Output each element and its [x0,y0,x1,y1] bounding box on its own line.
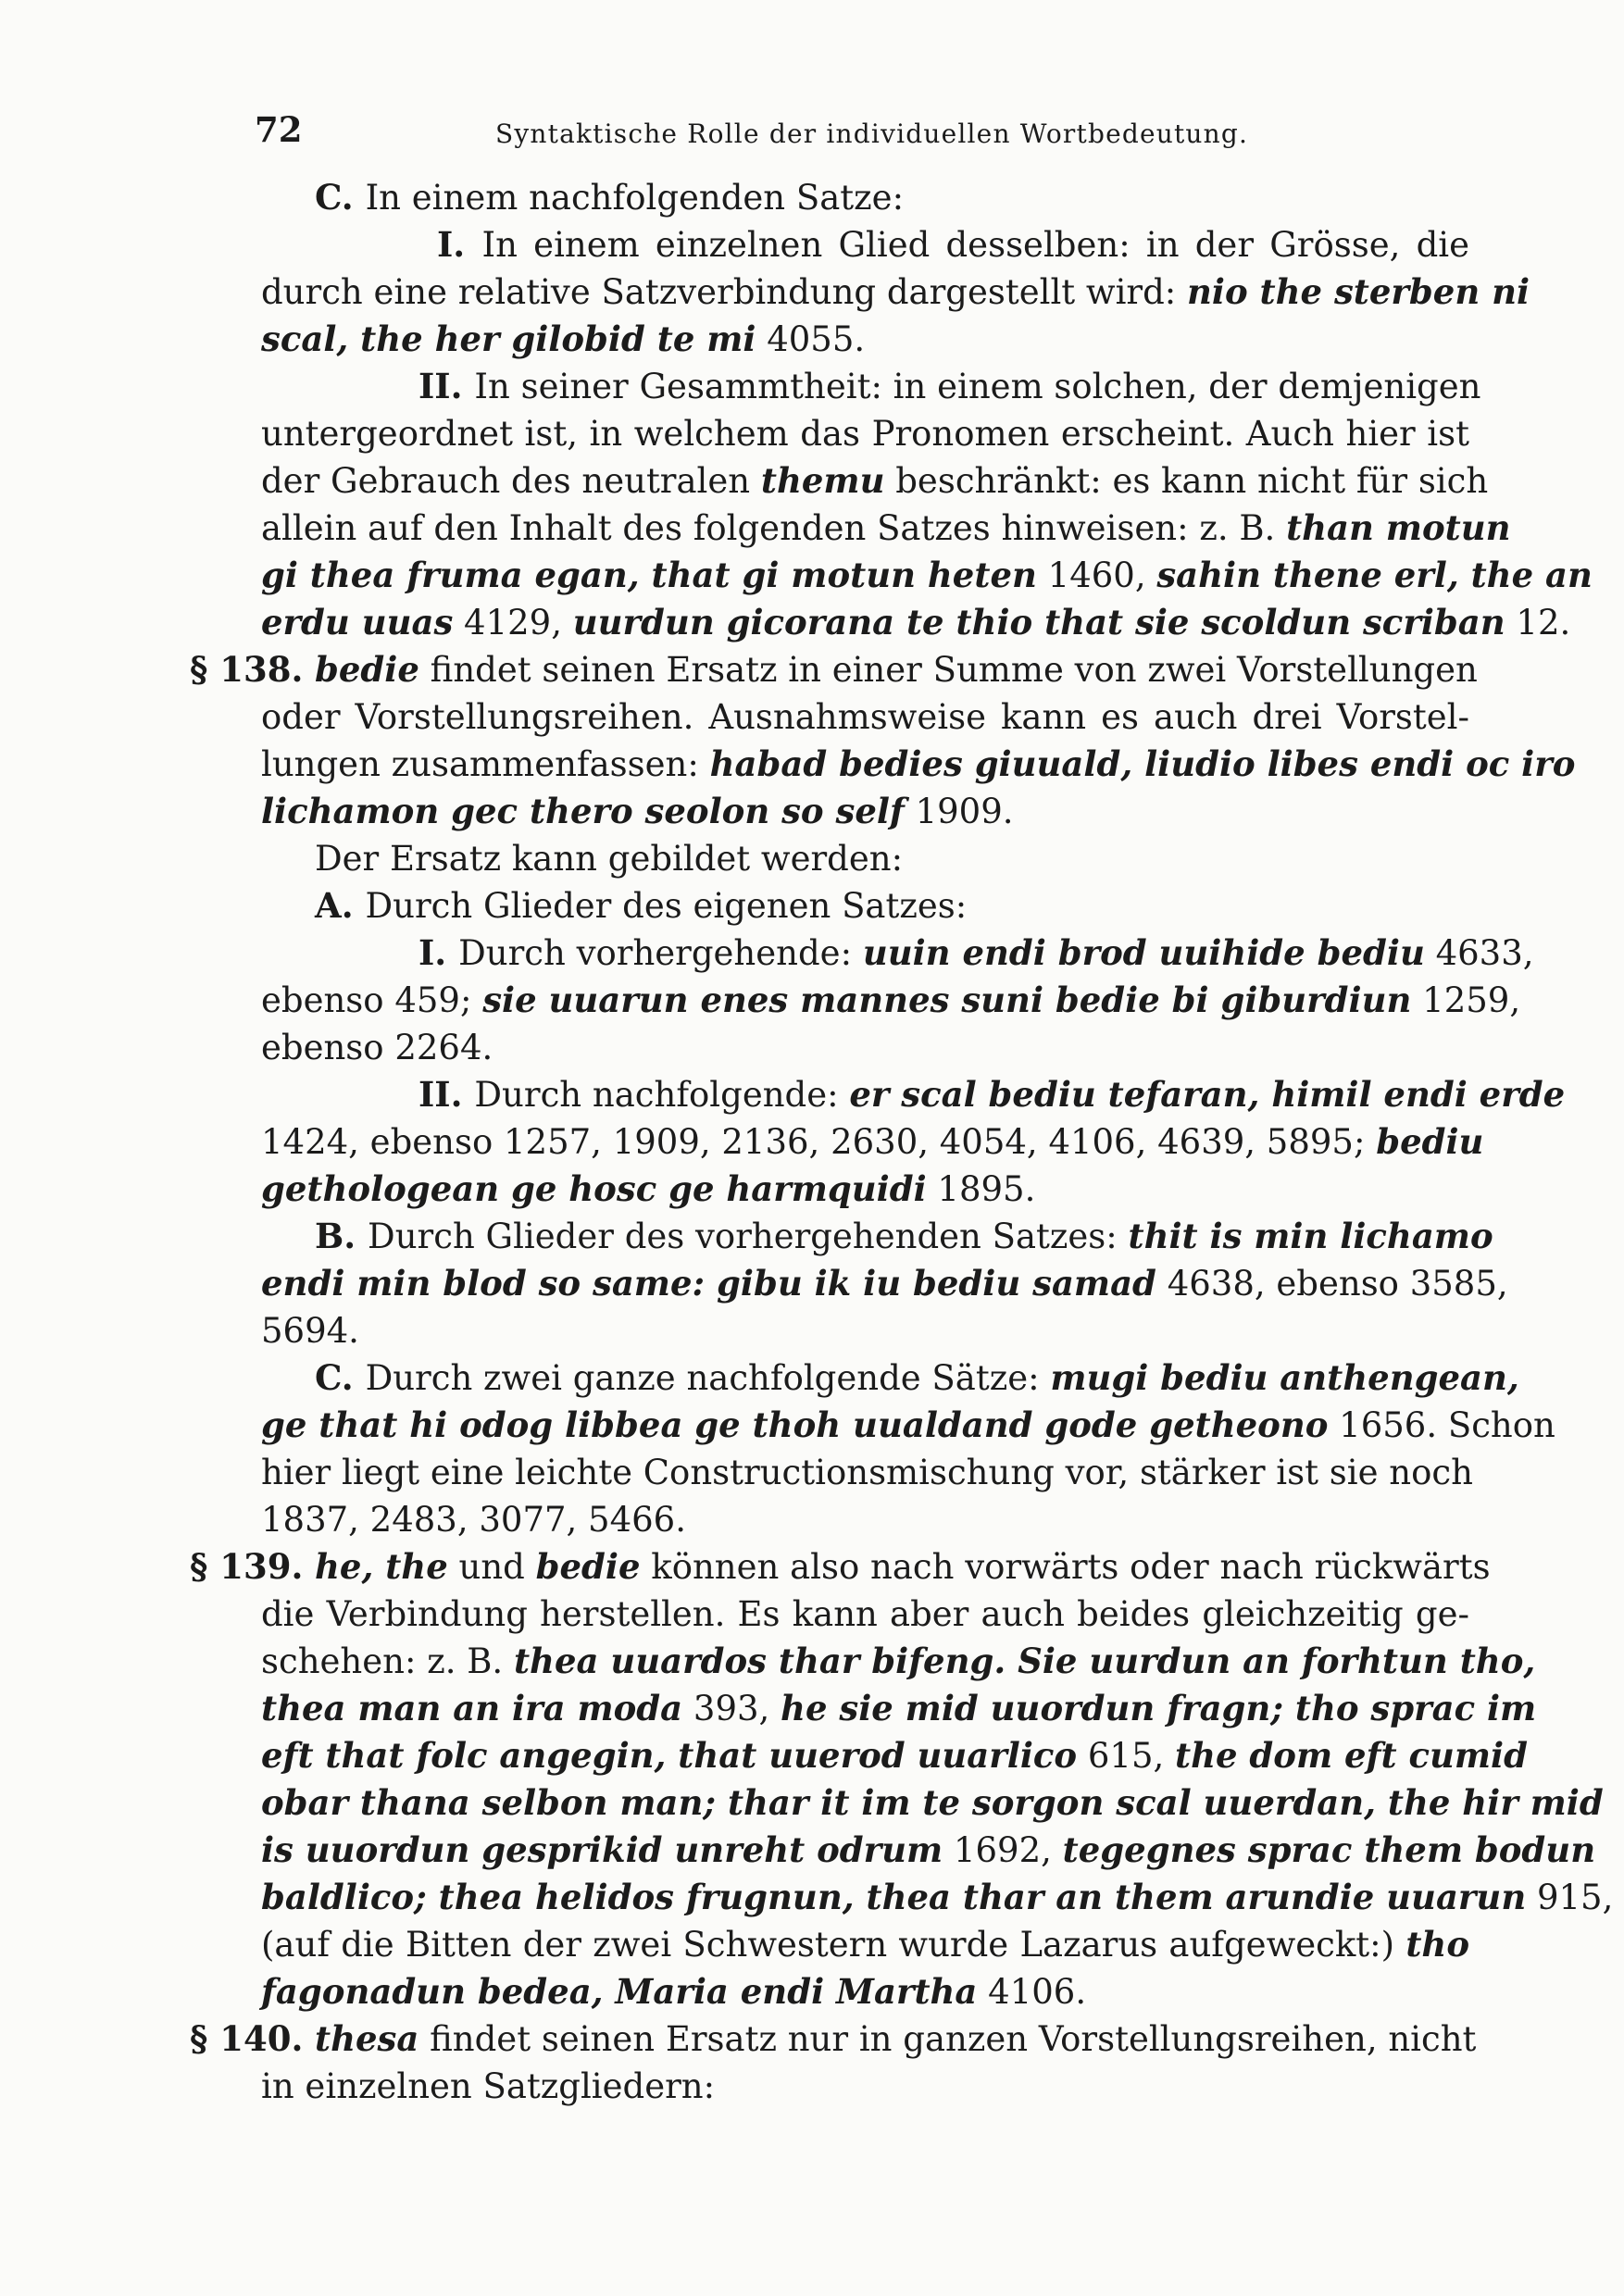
text-line: lungen zusammenfassen: habad bedies giuuald, liudio libes endi oc iro [261,743,1576,784]
text-line: gi thea fruma egan, that gi motun heten 1460, sahin thene erl, the an [261,555,1593,595]
section-mark: § 139. [190,1546,304,1587]
section-140-line: § 140. thesa findet seinen Ersatz nur in ganzen Vorstellungsreihen, nicht [315,2015,1469,2063]
text-line: der Gebrauch des neutralen themu beschränkt: es kann nicht für sich [261,460,1489,501]
text-line: fagonadun bedea, Maria endi Martha 4106. [261,1971,1087,2012]
text-line: is uuordun gesprikid unreht odrum 1692, tegegnes sprac them bodun [261,1829,1596,1870]
text-line: oder Vorstellungsreihen. Ausnahmsweise kann es auch drei Vorstel- [261,697,1469,737]
text-line: I. In einem einzelnen Glied desselben: in der Grösse, die [437,224,1469,265]
text-line: erdu uuas 4129, uurdun gicorana te thio that sie scoldun scriban 12. [261,602,1571,643]
text-line: (auf die Bitten der zwei Schwestern wurde Lazarus aufgeweckt:) tho [261,1924,1469,1965]
text-line: scal, the her gilobid te mi 4055. [261,318,866,359]
text-line: ge that hi odog libbea ge thoh uualdand gode getheono 1656. Schon [261,1404,1555,1445]
text-line: endi min blod so same: gibu ik iu bediu samad 4638, ebenso 3585, [261,1263,1508,1304]
text-line: eft that folc angegin, that uuerod uuarlico 615, the dom eft cumid [261,1735,1528,1776]
text-line: I. Durch vorhergehende: uuin endi brod uuihide bediu 4633, [418,932,1534,973]
text-line: II. Durch nachfolgende: er scal bediu tefaran, himil endi erde [418,1074,1566,1115]
page-number: 72 [255,109,303,150]
section-mark: § 138. [190,649,304,690]
section-mark: § 140. [190,2018,304,2059]
text-line: allein auf den Inhalt des folgenden Satzes hinweisen: z. B. than motun [261,507,1511,548]
text-line: durch eine relative Satzverbindung dargestellt wird: nio the sterben ni [261,271,1530,312]
text-line: Der Ersatz kann gebildet werden: [315,839,904,879]
text-line: II. In seiner Gesammtheit: in einem solchen, der demjenigen [418,366,1481,406]
text-line: 1837, 2483, 3077, 5466. [261,1500,686,1540]
text-line: in einzelnen Satzgliedern: [261,2066,716,2106]
text-line: thea man an ira moda 393, he sie mid uuordun fragn; tho sprac im [261,1688,1537,1728]
text-line: C. Durch zwei ganze nachfolgende Sätze: mugi bediu anthengean, [315,1357,1519,1398]
page-header [255,109,1472,165]
text-line: lichamon gec thero seolon so self 1909. [261,791,1014,831]
text-line: 1424, ebenso 1257, 1909, 2136, 2630, 4054, 4106, 4639, 5895; bediu [261,1121,1484,1162]
text-line: schehen: z. B. thea uuardos thar bifeng. Sie uurdun an forhtun tho, [261,1641,1536,1681]
text-line: untergeordnet ist, in welchem das Pronomen erscheint. Auch hier ist [261,414,1469,454]
page-body [190,174,1614,2110]
running-title: Syntaktische Rolle der individuellen Wortbedeutung. [495,119,1249,149]
section-138-line: § 138. bedie findet seinen Ersatz in einer Summe von zwei Vorstellungen [315,646,1469,693]
section-139-line: § 139. he, the und bedie können also nach vorwärts oder nach rückwärts [315,1543,1469,1591]
text-line: hier liegt eine leichte Constructionsmischung vor, stärker ist sie noch [261,1453,1473,1492]
text-line: die Verbindung herstellen. Es kann aber auch beides gleichzeitig ge- [261,1594,1469,1634]
text-line: ebenso 2264. [261,1028,493,1067]
text-line: C. In einem nachfolgenden Satze: [315,177,905,218]
text-line: B. Durch Glieder des vorhergehenden Satzes: thit is min lichamo [315,1216,1493,1256]
text-line: baldlico; thea helidos frugnun, thea thar an them arundie uuarun 915, [261,1877,1614,1917]
text-line: obar thana selbon man; thar it im te sorgon scal uuerdan, the hir mid [261,1782,1604,1823]
text-line: ebenso 459; sie uuarun enes mannes suni bedie bi giburdiun 1259, [261,980,1521,1020]
text-line: A. Durch Glieder des eigenen Satzes: [315,885,968,926]
text-line: 5694. [261,1311,359,1351]
text-line: gethologean ge hosc ge harmquidi 1895. [261,1168,1036,1209]
